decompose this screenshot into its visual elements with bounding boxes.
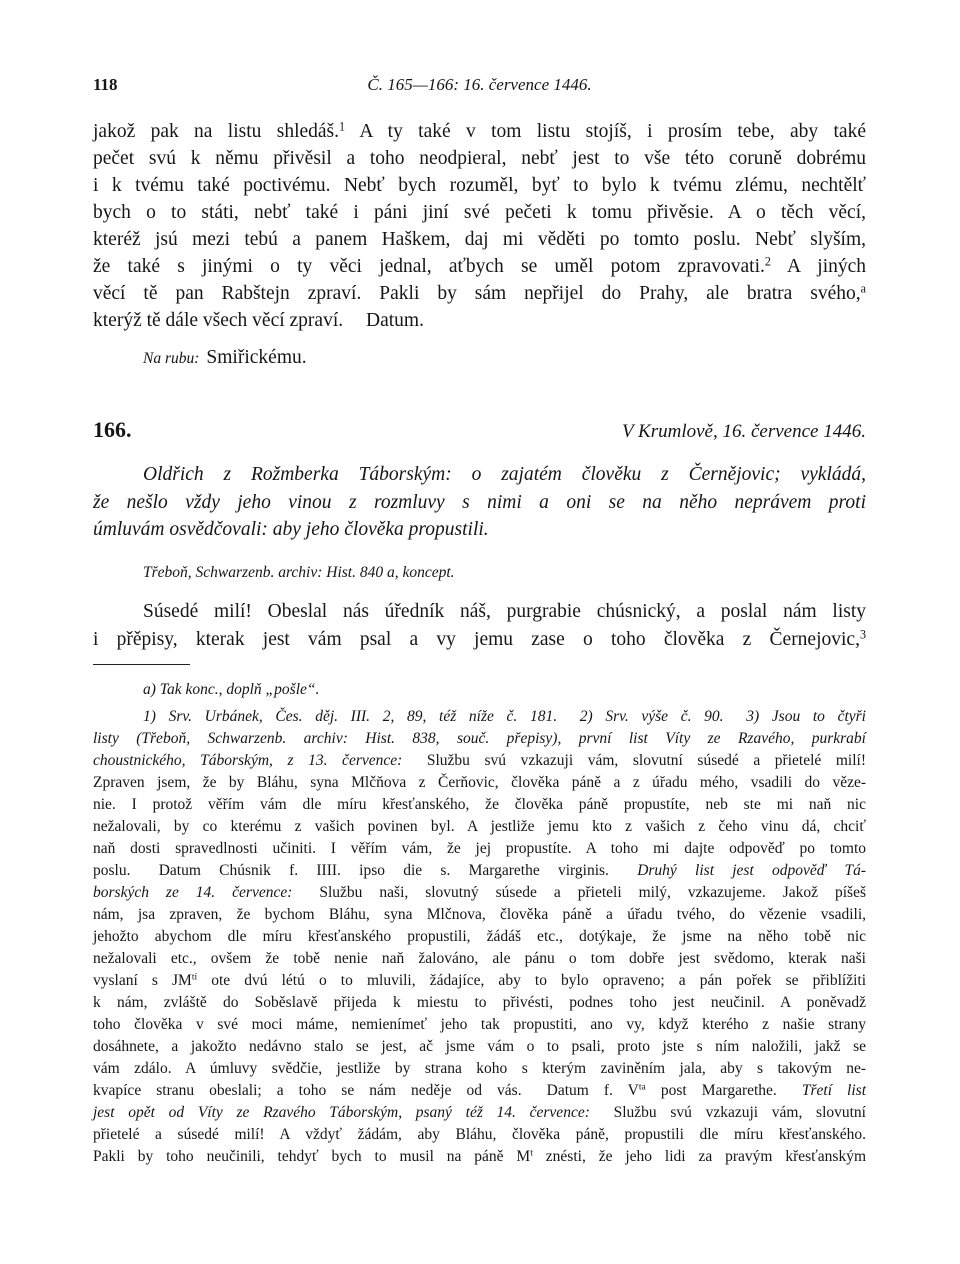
document-number: 166. bbox=[93, 417, 132, 442]
text-line bbox=[93, 145, 866, 172]
document-165-text bbox=[93, 118, 866, 334]
footnote-segment: znésti, že jeho lidi za pravým křesťanským bbox=[532, 1148, 866, 1165]
footnote-segment: poslu. bbox=[93, 862, 131, 879]
abbreviation-superscript: tí bbox=[191, 971, 198, 983]
text-segment: A ty také v tom listu stojíš, i prosím tebe, aby také bbox=[345, 121, 866, 142]
footnote-marker: 3 bbox=[859, 627, 866, 642]
summary-line: že nešlo vždy jeho vinou z rozmluvy s nimi a oni se na něho neprávem proti bbox=[93, 491, 866, 513]
footnote-segment: choustnického, Táborským, z 13. července: bbox=[93, 752, 403, 769]
footnote-segment: nežalovali etc., ovšem že tobě nenie naň žalováno, ale pánu o tom dobře jest svědomo, kterak naši bbox=[93, 950, 866, 967]
footnote-line bbox=[93, 970, 866, 992]
footnote-segment: vyslaní s JM bbox=[93, 972, 192, 989]
summary-line: úmluvám osvědčovali: aby jeho člověka propustili. bbox=[93, 519, 489, 540]
footnote-line bbox=[93, 816, 866, 838]
text-line bbox=[93, 307, 866, 334]
footnote-segment: Pakli by toho neučinili, tehdyť bych to musil na páně M bbox=[93, 1148, 531, 1165]
text-line bbox=[93, 199, 866, 226]
document-166-summary bbox=[93, 461, 866, 544]
text-line bbox=[93, 118, 866, 145]
footnote-segment: listy (Třeboň, Schwarzenb. archiv: Hist. 838, souč. přepisy), první list Víty ze Rzavého, purkrabí bbox=[93, 730, 866, 747]
textual-note-marker: a bbox=[860, 281, 866, 296]
abbreviation-superscript: ta bbox=[638, 1081, 646, 1093]
footnote-segment: Službu naši, slovutný súsede a přieteli milý, vzkazujeme. Jakož píšeš bbox=[319, 884, 867, 901]
text-line bbox=[93, 253, 866, 280]
footnote-line bbox=[93, 1124, 866, 1146]
text-segment: že také s jinými o ty věci jednal, aťbych se uměl potom zpravovati. bbox=[93, 256, 765, 277]
footnote-segment: ote dvú létú o to mluvili, žádajíce, aby to bylo opraveno; a pán pořek se přiblížiti bbox=[197, 972, 866, 989]
footnotes bbox=[93, 706, 866, 1168]
footnote-line bbox=[93, 1036, 866, 1058]
text-segment: kterýž tě dále všech věcí zpraví. bbox=[93, 310, 344, 331]
footnote-segment: borských ze 14. července: bbox=[93, 884, 293, 901]
footnote-segment: k nám, zvláště do Soběslavě přijeda k miestu to přivésti, podnes toho jest neučinil. A poněvadž bbox=[93, 994, 866, 1011]
abbreviation-superscript: t bbox=[530, 1147, 533, 1159]
footnote-separator bbox=[93, 664, 190, 665]
text-line bbox=[93, 226, 866, 253]
text-segment: jakož pak na listu shledáš. bbox=[93, 121, 340, 142]
footnote-segment: Službu svú vzkazuji vám, slovutní bbox=[613, 1104, 866, 1121]
footnote-line bbox=[93, 1102, 866, 1124]
footnote-marker: 1 bbox=[339, 119, 346, 134]
footnote-line bbox=[93, 772, 866, 794]
text-line bbox=[93, 172, 866, 199]
endorsement-recipient: Smiřickému. bbox=[206, 347, 307, 368]
summary-line: Oldřich z Rožmberka Táborským: o zajatém člověku z Černějovic; vykládá, bbox=[143, 464, 866, 485]
footnote-segment: Druhý list jest odpověď Tá- bbox=[637, 862, 866, 879]
footnote-line bbox=[93, 1014, 866, 1036]
text-line bbox=[93, 280, 866, 307]
footnote-segment: 3) Jsou to čtyři bbox=[746, 708, 866, 725]
footnote-line bbox=[93, 728, 866, 750]
footnote-line bbox=[93, 926, 866, 948]
endorsement-label: Na rubu: bbox=[143, 350, 200, 367]
datum-word: Datum. bbox=[366, 310, 424, 331]
endorsement bbox=[93, 344, 866, 372]
footnote-segment: Třetí list bbox=[801, 1082, 867, 1099]
text-segment: pečet svú k němu přivěsil a toho neodpieral, nebť jest to vše této coruně dobrému bbox=[93, 148, 866, 169]
footnote-segment: nežalovali, by co kterému z vašich povinen byl. A jestliže jemu kto z vašich z čeho vinu dá, chciť bbox=[93, 818, 866, 835]
text-segment: A jiných bbox=[770, 256, 867, 277]
footnote-line bbox=[93, 750, 866, 772]
running-header bbox=[93, 73, 866, 97]
archival-source: Třeboň, Schwarzenb. archiv: Hist. 840 a, koncept. bbox=[143, 564, 455, 581]
text-segment: bych o to státi, nebť také i páni jiní své pečeti k tomu přivěsie. A o těch věcí, bbox=[93, 202, 866, 223]
footnote-segment: naň dosti spravedlnosti učiniti. I věřím vám, že jej propustíte. A toho mi dajte odpověď po tomto bbox=[93, 840, 866, 857]
document-166-heading bbox=[93, 416, 866, 446]
footnote-line bbox=[93, 992, 866, 1014]
footnote-segment: vám zdálo. A úmluvy svědčie, jestliže by strana koho s kterým zaviněním jala, aby s takovým ne- bbox=[93, 1060, 866, 1077]
footnote-segment: nie. I protož věřím vám dle míru křesťanského, že člověka páně propustíte, neb ste mi naň nic bbox=[93, 796, 866, 813]
footnote-segment: přietelé a súsedé milí! A vždyť žádám, aby Bláhu, člověka páně, propustili dle míru křesťanského. bbox=[93, 1126, 866, 1143]
text-segment: i přěpisy, kterak jest vám psal a vy jemu zase o toho člověka z Černejovic, bbox=[93, 629, 860, 650]
document-166-text bbox=[93, 598, 866, 654]
text-segment: kteréž jsú mezi tebú a panem Haškem, daj mi věděti po tomto poslu. Nebť slyším, bbox=[93, 229, 866, 250]
footnote-line bbox=[93, 838, 866, 860]
footnote-line bbox=[93, 1058, 866, 1080]
footnote-segment: jehožto abychom dle míru křesťanského propustili, žádáš etc., dotýkaje, že jsme na něho tobě nic bbox=[93, 928, 866, 945]
footnote-line bbox=[93, 948, 866, 970]
footnote-segment: dosáhnete, a jakožto nedávno stalo se jest, ač jsme vám o to psali, proto jste s ním naložili, jakž se bbox=[93, 1038, 866, 1055]
footnote-segment: Službu svú vzkazuji vám, slovutní súsedé a přietelé milí! bbox=[426, 752, 866, 769]
footnote-segment: 1) Srv. Urbánek, Čes. děj. III. 2, 89, též níže č. 181. bbox=[143, 708, 558, 725]
footnote-marker: 2 bbox=[764, 254, 771, 269]
textual-note: a) Tak konc., doplň „pošle“. bbox=[143, 681, 320, 698]
footnote-segment: Zpraven jsem, že by Bláhu, syna Mlčňova z Čerňovic, člověka páně a z úřadu mého, vsadili do věze- bbox=[93, 774, 866, 791]
place-and-date: V Krumlově, 16. července 1446. bbox=[622, 421, 866, 442]
text-line bbox=[93, 626, 866, 654]
footnote-segment: Datum Chúsnik f. IIII. ipso die s. Margarethe virginis. bbox=[158, 862, 609, 879]
page-number: 118 bbox=[93, 75, 118, 94]
footnote-line bbox=[93, 1146, 866, 1168]
footnote-line bbox=[93, 904, 866, 926]
footnote-segment: jest opět od Víty ze Rzavého Táborským, psaný též 14. července: bbox=[93, 1104, 590, 1121]
footnote-line bbox=[93, 882, 866, 904]
text-line bbox=[93, 598, 866, 626]
footnote-segment: Datum f. V bbox=[546, 1082, 639, 1099]
footnote-line bbox=[93, 794, 866, 816]
running-head: Č. 165—166: 16. července 1446. bbox=[367, 75, 592, 94]
footnote-line bbox=[93, 860, 866, 882]
footnote-line bbox=[93, 706, 866, 728]
footnote-segment: toho člověka v své moci máme, nemienímeť jeho tak propustiti, ano vy, když kterého z našie strany bbox=[93, 1016, 866, 1033]
footnote-segment: post Margarethe. bbox=[645, 1082, 777, 1099]
footnote-segment: 2) Srv. výše č. 90. bbox=[579, 708, 724, 725]
footnote-line bbox=[93, 1080, 866, 1102]
footnote-segment: kvapíce stranu obeslali; a toho se nám neděje od vás. bbox=[93, 1082, 522, 1099]
text-segment: věcí tě pan Rabštejn zpraví. Pakli by sám nepřijel do Prahy, ale bratra svého, bbox=[93, 283, 861, 304]
text-segment: i k tvému také poctivému. Nebť bych rozuměl, byť to bylo k tvému zlému, nechtělť bbox=[93, 175, 866, 196]
text-segment: Súsedé milí! Obeslal nás úředník náš, purgrabie chúsnický, a poslal nám listy bbox=[143, 601, 866, 622]
footnote-segment: nám, jsa zpraven, že bychom Bláhu, syna Mlčnova, člověka páně a úřadu tvého, do vězenie vsadili, bbox=[93, 906, 866, 923]
